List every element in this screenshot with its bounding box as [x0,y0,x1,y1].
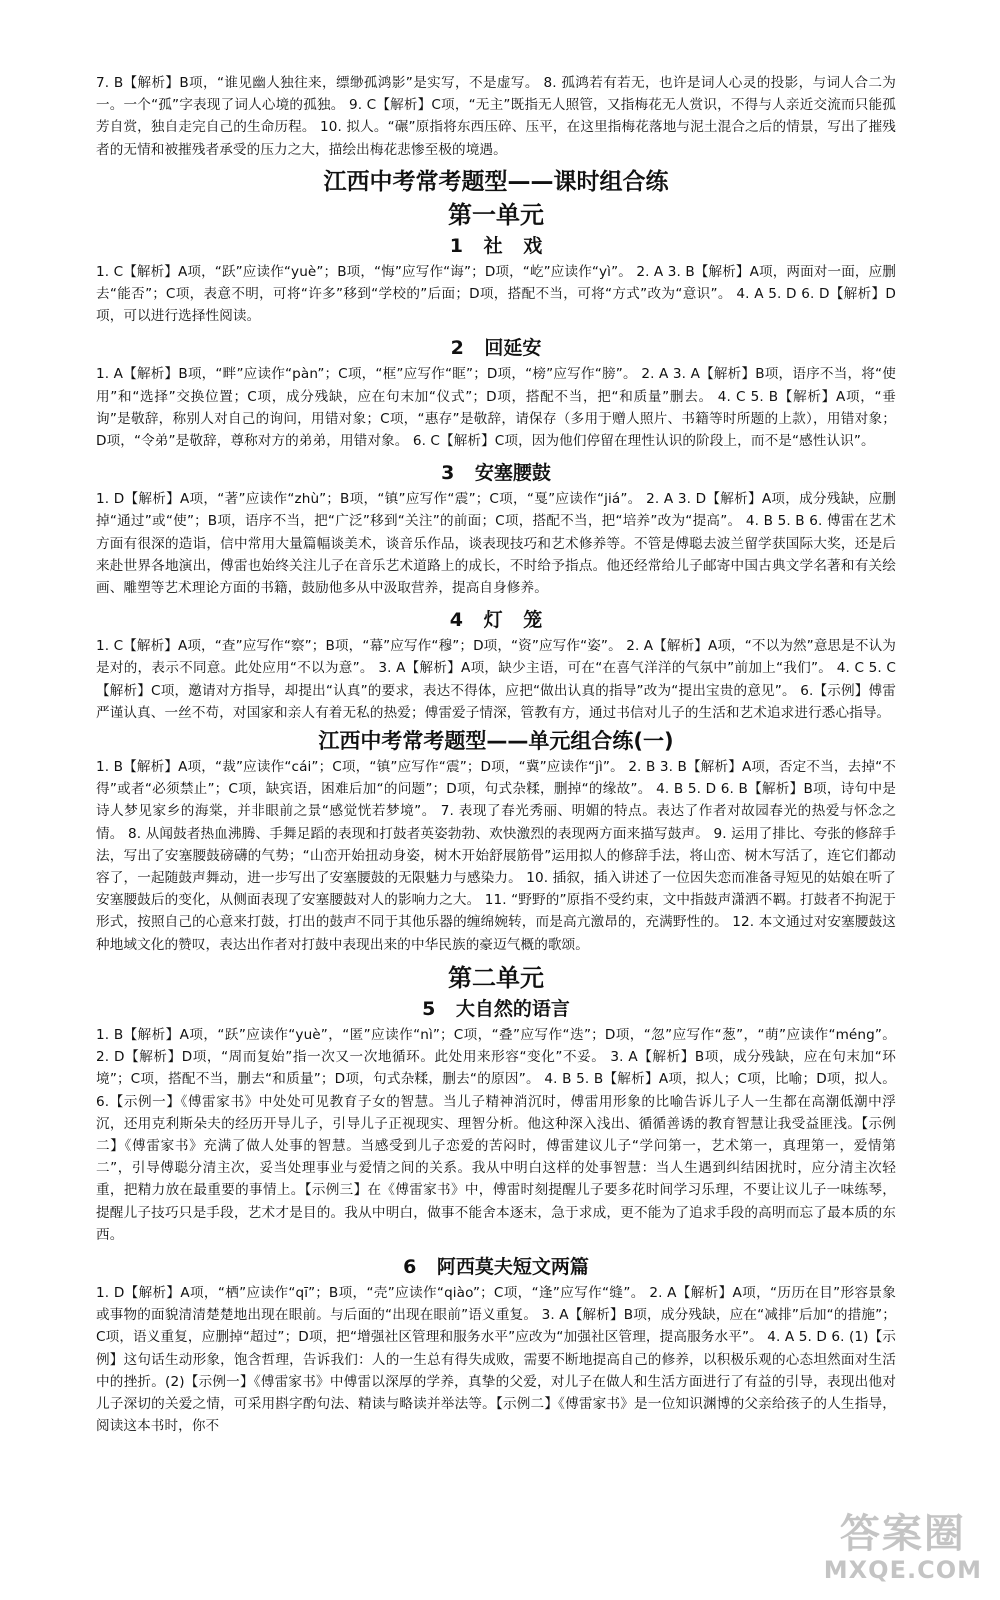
unit-1-title: 第一单元 [448,200,544,229]
lesson-5-title: 5 大自然的语言 [422,997,570,1020]
unit-2-title: 第二单元 [448,963,544,992]
lesson-1-answers: 1. C【解析】A项，“跃”应读作“yuè”；B项，“悔”应写作“诲”；D项，“屹”应读作“yì”。 2. A 3. B【解析】A项，两面对一面，应删去“能否”；C项，表意不明，可将“许多”移到“学校的”后面；D项，搭配不当，可将“方式”改为“意识”。 4. A 5. D 6. D【解析】D项，可以进行选择性阅读。 [96,263,896,325]
watermark [824,1512,982,1584]
watermark-logo: 答案圈 [839,1511,966,1557]
lesson-3-title: 3 安塞腰鼓 [441,462,551,485]
lesson-6-answers: 1. D【解析】A项，“栖”应读作“qī”；B项，“壳”应读作“qiào”；C项，“逢”应写作“缝”。 2. A【解析】A项，“历历在目”形容景象或事物的面貌清清楚楚地出现在眼前。与后面的“出现在眼前”语义重复。 3. A【解析】B项，成分残缺，应在“减排”后加“的措施”；C项，语义重复，应删掉“超过”；D项，把“增强社区管理和服务水平”应改为“加强社区管理，提高服务水平”。 4. A 5. D 6. (1)【示例】这句话生动形象，饱含哲理，告诉我们：人的一生总有得失成败，需要不断地提高自己的修养，以积极乐观的心态坦然面对生活中的挫折。(2)【示例一】《傅雷家书》中傅雷以深厚的学养，真挚的父爱，对儿子在做人和生活方面进行了有益的引导，表现出他对儿子深切的关爱之情，可采用斟字酌句法、精读与略读并举法等。【示例二】《傅雷家书》是一位知识渊博的父亲给孩子的人生指导，阅读这本书时，你不 [96,1284,896,1435]
lesson-4-title: 4 灯 笼 [449,609,543,632]
lesson-2-answers: 1. A【解析】B项，“畔”应读作“pàn”；C项，“框”应写作“眶”；D项，“榜”应写作“膀”。 2. A 3. A【解析】B项，语序不当，将“使用”和“选择”交换位置；C项，成分残缺，应在句末加“仪式”；D项，搭配不当，把“和质量”删去。 4. C 5. B【解析】A项，“垂询”是敬辞，称别人对自己的询问，用错对象；C项，“惠存”是敬辞，请保存（多用于赠人照片、书籍等时所题的上款），用错对象；D项，“令弟”是敬辞，尊称对方的弟弟，用错对象。 6. C【解析】C项，因为他们停留在理性认识的阶段上，而不是“感性认识”。 [96,366,896,450]
answer-page [96,72,896,1437]
unit-test-title: 江西中考常考题型——单元组合练(一) [318,729,674,754]
unit-test-answers: 1. B【解析】A项，“裁”应读作“cái”；C项，“镇”应写作“震”；D项，“冀”应读作“jì”。 2. B 3. B【解析】A项，否定不当，去掉“不得”或者“必须禁止”；C项，缺宾语，困难后加“的问题”；D项，句式杂糅，删掉“的缘故”。 4. B 5. D 6. B【解析】B项，诗句中是诗人梦见家乡的海棠，并非眼前之景“感觉恍若梦境”。 7. 表现了春光秀丽、明媚的特点。表达了作者对故园春光的热爱与怀念之情。 8. 从闻鼓者热血沸腾、手舞足蹈的表现和打鼓者英姿勃勃、欢快激烈的表现两方面来描写鼓声。 9. 运用了排比、夸张的修辞手法，写出了安塞腰鼓磅礴的气势；“山峦开始扭动身姿，树木开始舒展筋骨”运用拟人的修辞手法，将山峦、树木写活了，连它们都动容了，一起随鼓声舞动，进一步写出了安塞腰鼓的无限魅力与感染力。 10. 插叙，插入讲述了一位因失恋而准备寻短见的姑娘在听了安塞腰鼓后的变化，从侧面表现了安塞腰鼓对人的影响力之大。 11. “野野的”原指不受约束，文中指鼓声潇洒不羁。打鼓者不拘泥于形式，按照自己的心意来打鼓，打出的鼓声不同于其他乐器的缠绵婉转，而是高亢激昂的，充满野性的。 12. 本文通过对安塞腰鼓这种地域文化的赞叹，表达出作者对打鼓中表现出来的中华民族的豪迈气概的歌颂。 [96,759,896,953]
main-section-title: 江西中考常考题型——课时组合练 [323,168,669,195]
lesson-1-title: 1 社 戏 [449,234,543,257]
watermark-url: MXQE.COM [823,1556,982,1584]
lesson-3-answers: 1. D【解析】A项，“著”应读作“zhù”；B项，“镇”应写作“震”；C项，“戛”应读作“jiá”。 2. A 3. D【解析】A项，成分残缺，应删掉“通过”或“使”；B项，语序不当，把“广泛”移到“关注”的前面；C项，搭配不当，把“培养”改为“提高”。 4. B 5. B 6. 傅雷在艺术方面有很深的造诣，信中常用大量篇幅谈美术，谈音乐作品，谈表现技巧和艺术修养等。不管是傅聪去波兰留学获国际大奖，还是后来赴世界各地演出，傅雷也始终关注儿子在音乐艺术道路上的成长，不时给予指点。他还经常给儿子邮寄中国古典文学名著和有关绘画、雕塑等艺术理论方面的书籍，鼓励他多从中汲取营养，提高自身修养。 [96,491,896,597]
lesson-5-answers: 1. B【解析】A项，“跃”应读作“yuè”，“匿”应读作“nì”；C项，“叠”应写作“迭”；D项，“忽”应写作“葱”，“萌”应读作“méng”。 2. D【解析】D项，“周而复始”指一次又一次地循环。此处用来形容“变化”不妥。 3. A【解析】B项，成分残缺，应在句末加“环境”；C项，搭配不当，删去“和质量”；D项，句式杂糅，删去“的原因”。 4. B 5. B【解析】A项，拟人；C项，比喻；D项，拟人。 6.【示例一】《傅雷家书》中处处可见教育子女的智慧。当儿子精神消沉时，傅雷用形象的比喻告诉儿子人一生都在高潮低潮中浮沉，还用克利斯朵夫的经历开导儿子，引导儿子正视现实、理智分析。他这种深入浅出、循循善诱的教育智慧让我受益匪浅。【示例二】《傅雷家书》充满了做人处事的智慧。当感受到儿子恋爱的苦闷时，傅雷建议儿子“学问第一，艺术第一，真理第一，爱情第二”，引导傅聪分清主次，妥当处理事业与爱情之间的关系。我从中明白这样的处事智慧：当人生遇到纠结困扰时，应分清主次轻重，把精力放在最重要的事情上。【示例三】在《傅雷家书》中，傅雷时刻提醒儿子要多花时间学习乐理，不要让议儿子一味练琴，提醒儿子技巧只是手段，艺术才是目的。我从中明白，做事不能舍本逐末，急于求成，更不能为了追求手段的高明而忘了最本质的东西。 [96,1026,896,1243]
lesson-6-title: 6 阿西莫夫短文两篇 [403,1255,589,1278]
lesson-2-title: 2 回延安 [450,337,542,360]
lesson-4-answers: 1. C【解析】A项，“查”应写作“察”；B项，“幕”应写作“穆”；D项，“资”应写作“姿”。 2. A【解析】A项，“不以为然”意思是不认为是对的，表示不同意。此处应用“不以为意”。 3. A【解析】A项，缺少主语，可在“在喜气洋洋的气氛中”前加上“我们”。 4. C 5. C【解析】C项，邀请对方指导，却提出“认真”的要求，表达不得体，应把“做出认真的指导”改为“提出宝贵的意见”。 6.【示例】傅雷严谨认真、一丝不苟，对国家和亲人有着无私的热爱；傅雷爱子情深，管教有方，通过书信对儿子的生活和艺术追求进行悉心指导。 [96,638,896,721]
intro-answers: 7. B【解析】B项，“谁见幽人独往来，缥缈孤鸿影”是实写，不是虚写。 8. 孤鸿若有若无，也许是词人心灵的投影，与词人合二为一。一个“孤”字表现了词人心境的孤独。 9. C【解析】C项，“无主”既指无人照管，又指梅花无人赏识，不得与人亲近交流而只能孤芳自赏，独自走完自己的生命历程。 10. 拟人。“碾”原指将东西压碎、压平，在这里指梅花落地与泥土混合之后的情景，写出了摧残者的无情和被摧残者承受的压力之大，描绘出梅花悲惨至极的境遇。 [96,75,896,158]
